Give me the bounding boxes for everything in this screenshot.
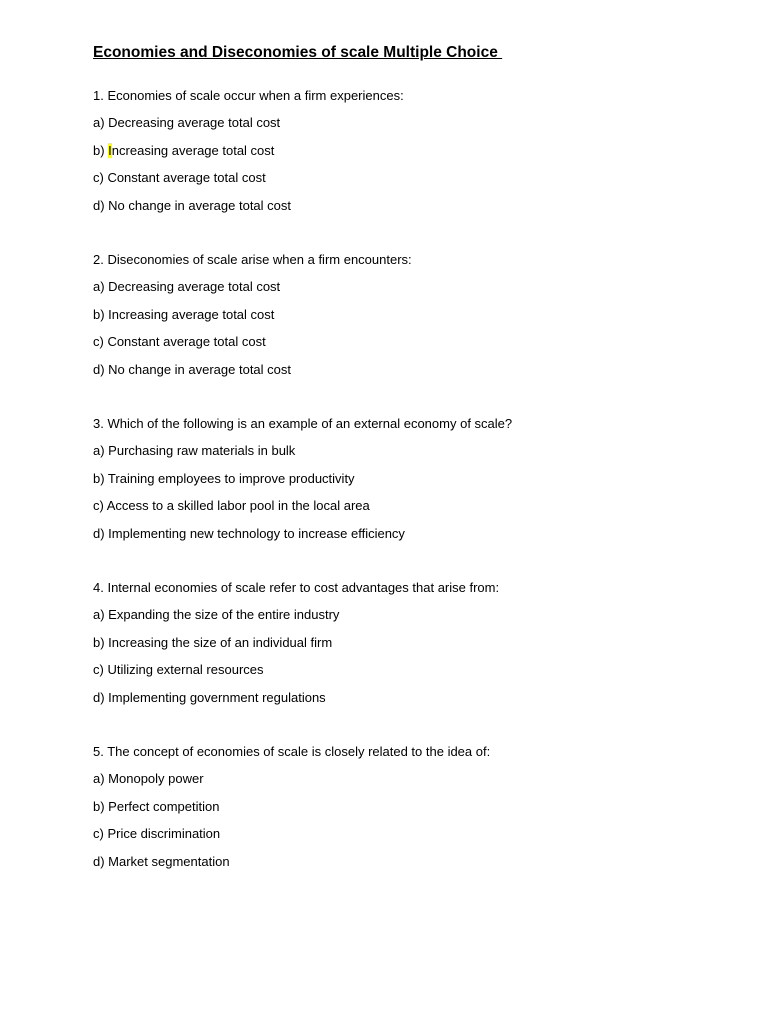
question-1-option-d: d) No change in average total cost	[93, 197, 292, 213]
question-2-option-d: d) No change in average total cost	[93, 361, 292, 377]
option-b-prefix: b)	[93, 142, 109, 158]
question-4-option-a: a) Expanding the size of the entire industry	[93, 607, 340, 623]
question-1-option-c: c) Constant average total cost	[93, 170, 266, 186]
question-4-option-c: c) Utilizing external resources	[93, 662, 264, 678]
document-title: Economies and Diseconomies of scale Multiple Choice	[93, 44, 503, 61]
question-4-option-d: d) Implementing government regulations	[93, 689, 326, 705]
question-1	[93, 87, 693, 224]
question-1-prompt: 1. Economies of scale occur when a firm experiences:	[93, 88, 404, 103]
question-5-prompt: 5. The concept of economies of scale is closely related to the idea of:	[93, 744, 491, 759]
question-2-option-b: b) Increasing average total cost	[93, 306, 275, 322]
question-3-option-c: c) Access to a skilled labor pool in the local area	[93, 498, 370, 514]
highlighted-text: I	[108, 142, 112, 158]
question-2-option-c: c) Constant average total cost	[93, 334, 266, 350]
question-4-prompt: 4. Internal economies of scale refer to cost advantages that arise from:	[93, 580, 500, 595]
question-2	[93, 251, 693, 388]
question-3-option-a: a) Purchasing raw materials in bulk	[93, 443, 296, 459]
option-b-rest: ncreasing average total cost	[111, 142, 275, 158]
question-5	[93, 743, 693, 880]
question-5-option-c: c) Price discrimination	[93, 826, 221, 842]
question-2-prompt: 2. Diseconomies of scale arise when a firm encounters:	[93, 252, 412, 267]
question-3-prompt: 3. Which of the following is an example of an external economy of scale?	[93, 416, 513, 431]
question-5-option-b: b) Perfect competition	[93, 798, 220, 814]
question-1-option-a: a) Decreasing average total cost	[93, 115, 281, 131]
question-5-option-a: a) Monopoly power	[93, 771, 204, 787]
question-3-option-d: d) Implementing new technology to increase efficiency	[93, 525, 405, 541]
question-3	[93, 415, 693, 552]
question-1-option-b	[93, 142, 693, 169]
question-4-option-b: b) Increasing the size of an individual firm	[93, 634, 333, 650]
question-2-option-a: a) Decreasing average total cost	[93, 279, 281, 295]
question-3-option-b: b) Training employees to improve productivity	[93, 470, 355, 486]
question-5-option-d: d) Market segmentation	[93, 853, 230, 869]
question-4	[93, 579, 693, 716]
